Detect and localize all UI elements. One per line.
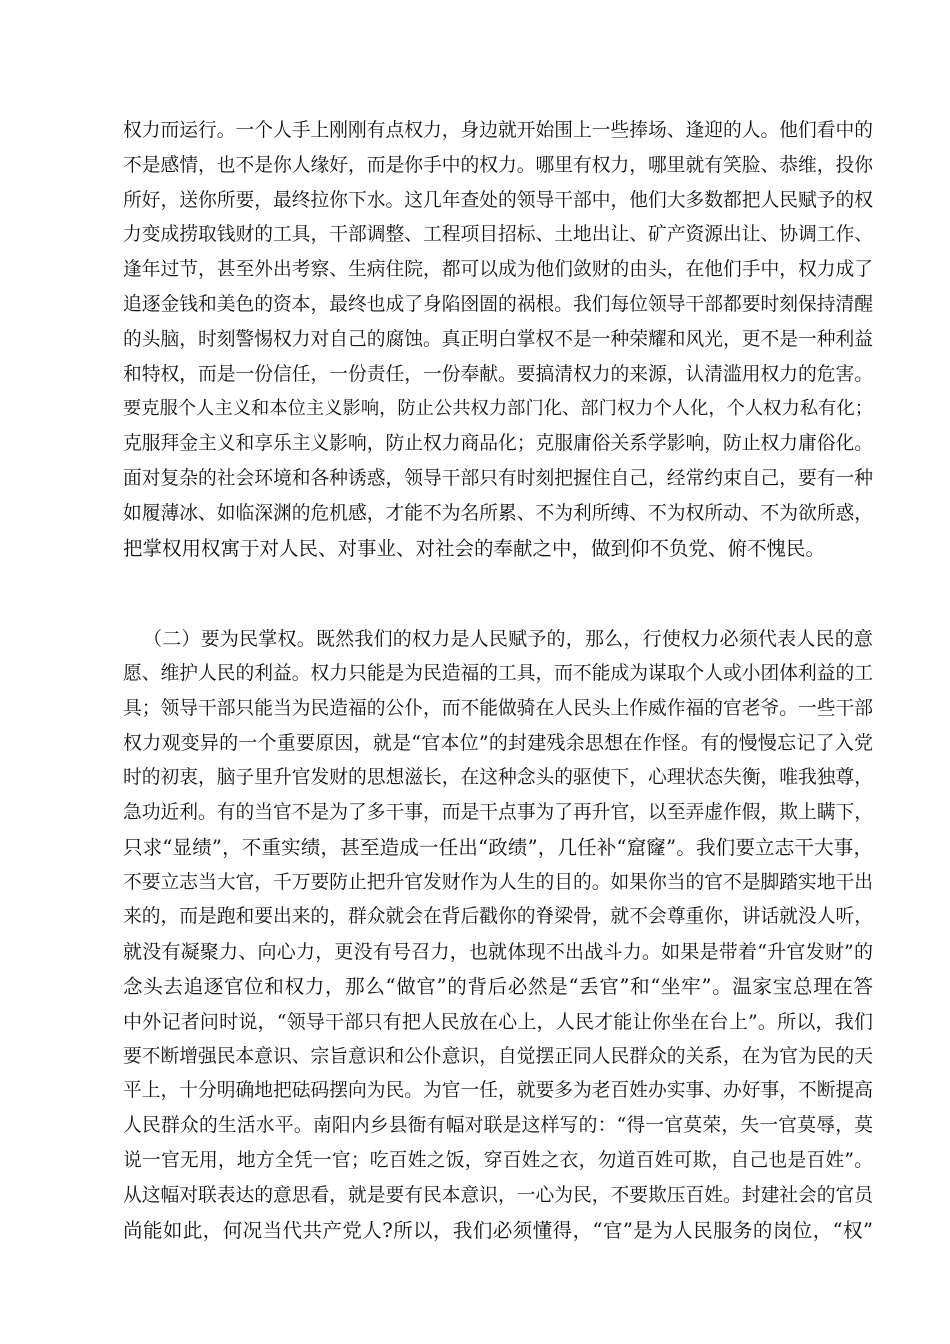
text-line: 急功近利。有的当官不是为了多干事，而是干点事为了再升官，以至弄虚作假，欺上瞒下， xyxy=(123,801,873,823)
text-line: 要克服个人主义和本位主义影响，防止公共权力部门化、部门权力个人化，个人权力私有化； xyxy=(123,398,873,420)
text-line: 人民群众的生活水平。南阳内乡县衙有幅对联是这样写的：“得一官莫荣，失一官莫辱，莫 xyxy=(123,1115,873,1137)
text-line: 不是感情，也不是你人缘好，而是你手中的权力。哪里有权力，哪里就有笑脸、恭维，投你 xyxy=(123,154,873,176)
text-line: 追逐金钱和美色的资本，最终也成了身陷囹圄的祸根。我们每位领导干部都要时刻保持清醒 xyxy=(123,293,873,315)
text-line: 具；领导干部只能当为民造福的公仆，而不能做骑在人民头上作威作福的官老爷。一些干部 xyxy=(123,697,873,719)
text-line: （二）要为民掌权。既然我们的权力是人民赋予的，那么，行使权力必须代表人民的意 xyxy=(143,628,873,650)
text-line: 中外记者问时说，“领导干部只有把人民放在心上，人民才能让你坐在台上”。所以，我们 xyxy=(123,1010,873,1033)
text-line: 愿、维护人民的利益。权力只能是为民造福的工具，而不能成为谋取个人或小团体利益的工 xyxy=(123,662,873,684)
text-line: 要不断增强民本意识、宗旨意识和公仆意识，自觉摆正同人民群众的关系，在为官为民的天 xyxy=(123,1045,873,1067)
text-line: 时的初衷，脑子里升官发财的思想滋长，在这种念头的驱使下，心理状态失衡，唯我独尊， xyxy=(123,767,873,789)
text-line: 念头去追逐官位和权力，那么“做官”的背后必然是“丢官”和“坐牢”。温家宝总理在答 xyxy=(123,974,873,998)
text-line: 和特权，而是一份信任，一份责任，一份奉献。要搞清权力的来源，认清滥用权力的危害。 xyxy=(123,363,873,385)
text-line: 不要立志当大官，千万要防止把升官发财作为人生的目的。如果你当的官不是脚踏实地干出 xyxy=(123,871,873,893)
paragraph-2 xyxy=(123,622,873,1248)
text-line: 所好，送你所要，最终拉你下水。这几年查处的领导干部中，他们大多数都把人民赋予的权 xyxy=(123,189,873,211)
text-line: 说一官无用，地方全凭一官；吃百姓之饭，穿百姓之衣，勿道百姓可欺，自己也是百姓”。 xyxy=(123,1149,873,1171)
text-line: 力变成捞取钱财的工具，干部调整、工程项目招标、土地出让、矿产资源出让、协调工作、 xyxy=(123,224,873,246)
paragraph-1 xyxy=(123,114,873,566)
text-line: 如履薄冰、如临深渊的危机感，才能不为名所累、不为利所缚、不为权所动、不为欲所惑， xyxy=(123,502,873,524)
text-line: 权力而运行。一个人手上刚刚有点权力，身边就开始围上一些捧场、逢迎的人。他们看中的 xyxy=(123,120,873,141)
text-line: 把掌权用权寓于对人民、对事业、对社会的奉献之中，做到仰不负党、俯不愧民。 xyxy=(123,536,826,560)
text-line: 来的，而是跑和要出来的，群众就会在背后戳你的脊梁骨，就不会尊重你，讲话就没人听， xyxy=(123,906,873,928)
text-line: 克服拜金主义和享乐主义影响，防止权力商品化；克服庸俗关系学影响，防止权力庸俗化。 xyxy=(123,433,873,455)
text-line: 面对复杂的社会环境和各种诱惑，领导干部只有时刻把握住自己，经常约束自己，要有一种 xyxy=(123,467,873,489)
text-line: 尚能如此，何况当代共产党人?所以，我们必须懂得，“官”是为人民服务的岗位，“权” xyxy=(123,1218,873,1242)
text-line: 只求“显绩”，不重实绩，甚至造成一任出“政绩”，几任补“窟窿”。我们要立志干大事， xyxy=(123,835,873,859)
text-line: 的头脑，时刻警惕权力对自己的腐蚀。真正明白掌权不是一种荣耀和风光，更不是一种利益 xyxy=(123,328,873,350)
text-line: 权力观变异的一个重要原因，就是“官本位”的封建残余思想在作怪。有的慢慢忘记了入党 xyxy=(123,732,873,755)
text-line: 从这幅对联表达的意思看，就是要有民本意识，一心为民，不要欺压百姓。封建社会的官员 xyxy=(123,1184,873,1206)
text-line: 逢年过节，甚至外出考察、生病住院，都可以成为他们敛财的由头，在他们手中，权力成了 xyxy=(123,259,873,281)
text-line: 就没有凝聚力、向心力，更没有号召力，也就体现不出战斗力。如果是带着“升官发财”的 xyxy=(123,941,873,964)
text-line: 平上，十分明确地把砝码摆向为民。为官一任，就要多为老百姓办实事、办好事，不断提高 xyxy=(123,1080,873,1102)
